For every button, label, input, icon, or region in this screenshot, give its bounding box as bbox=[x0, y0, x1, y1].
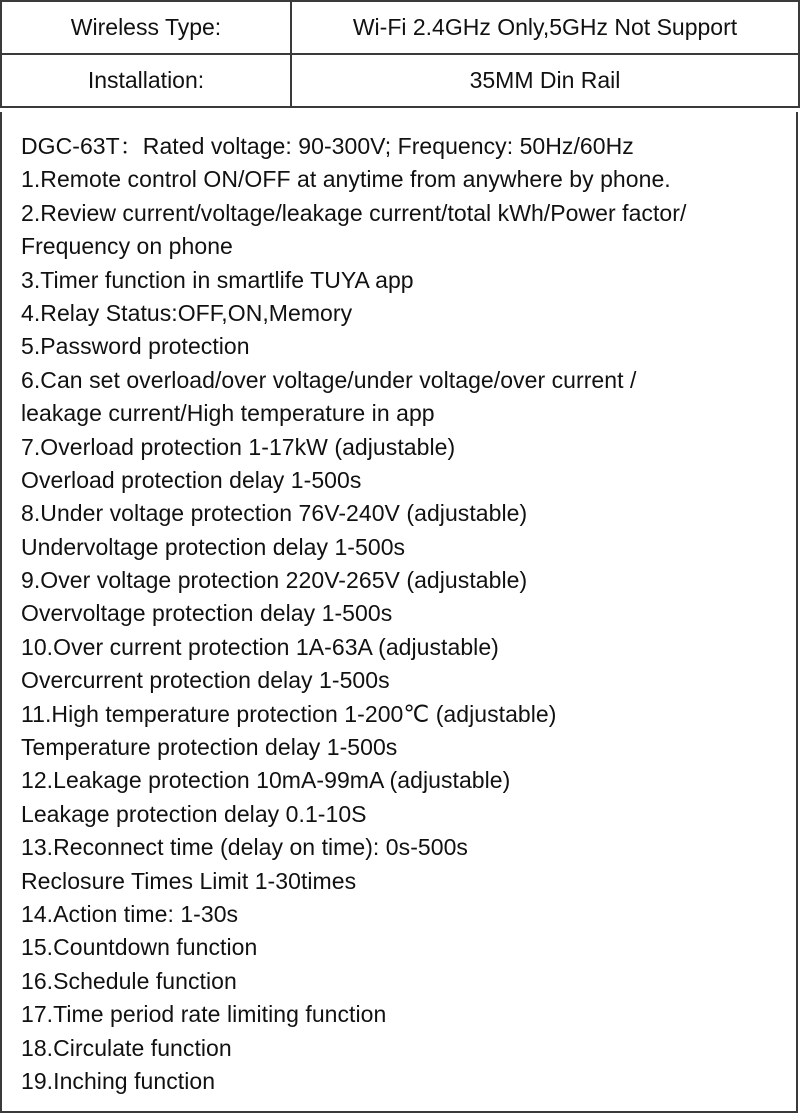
feature-line: Overvoltage protection delay 1-500s bbox=[21, 600, 393, 627]
feature-line: 9.Over voltage protection 220V-265V (adjustable) bbox=[21, 567, 528, 594]
spec-label-installation: Installation: bbox=[1, 54, 291, 107]
feature-line: Frequency on phone bbox=[21, 233, 233, 260]
spec-value-wireless-type: Wi-Fi 2.4GHz Only,5GHz Not Support bbox=[291, 1, 799, 54]
feature-description-box bbox=[0, 112, 798, 1113]
feature-line: 17.Time period rate limiting function bbox=[21, 1001, 387, 1028]
feature-line: 5.Password protection bbox=[21, 333, 250, 360]
feature-line: 16.Schedule function bbox=[21, 967, 237, 994]
spec-row-wireless-type bbox=[1, 1, 799, 54]
feature-line: 4.Relay Status:OFF,ON,Memory bbox=[21, 299, 353, 326]
feature-line: 7.Overload protection 1-17kW (adjustable) bbox=[21, 433, 456, 460]
feature-line: 2.Review current/voltage/leakage current/total kWh/Power factor/ bbox=[21, 199, 687, 226]
feature-line: 12.Leakage protection 10mA-99mA (adjustable) bbox=[21, 767, 511, 794]
spec-table bbox=[0, 0, 800, 108]
model-rating-line: DGC-63T：Rated voltage: 90-300V; Frequency: 50Hz/60Hz bbox=[21, 133, 634, 159]
spec-label-wireless-type: Wireless Type: bbox=[1, 1, 291, 54]
feature-line: 14.Action time: 1-30s bbox=[21, 900, 239, 927]
spec-row-installation bbox=[1, 54, 799, 107]
feature-line: Temperature protection delay 1-500s bbox=[21, 734, 398, 761]
feature-line: 3.Timer function in smartlife TUYA app bbox=[21, 266, 414, 293]
feature-line: Overload protection delay 1-500s bbox=[21, 466, 362, 493]
feature-line: 1.Remote control ON/OFF at anytime from anywhere by phone. bbox=[21, 166, 671, 193]
feature-line: 15.Countdown function bbox=[21, 934, 258, 961]
spec-value-installation: 35MM Din Rail bbox=[291, 54, 799, 107]
feature-line: Reclosure Times Limit 1-30times bbox=[21, 867, 357, 894]
feature-line: leakage current/High temperature in app bbox=[21, 400, 435, 427]
feature-line: 10.Over current protection 1A-63A (adjustable) bbox=[21, 633, 499, 660]
feature-line: 18.Circulate function bbox=[21, 1034, 232, 1061]
feature-line: Undervoltage protection delay 1-500s bbox=[21, 533, 406, 560]
feature-line: 8.Under voltage protection 76V-240V (adjustable) bbox=[21, 500, 528, 527]
feature-line: 13.Reconnect time (delay on time): 0s-500s bbox=[21, 834, 468, 861]
feature-line: Leakage protection delay 0.1-10S bbox=[21, 800, 367, 827]
feature-line: 19.Inching function bbox=[21, 1067, 216, 1094]
feature-line: Overcurrent protection delay 1-500s bbox=[21, 667, 390, 694]
feature-line: 11.High temperature protection 1-200℃ (adjustable) bbox=[21, 700, 557, 727]
feature-line: 6.Can set overload/over voltage/under voltage/over current / bbox=[21, 366, 637, 393]
